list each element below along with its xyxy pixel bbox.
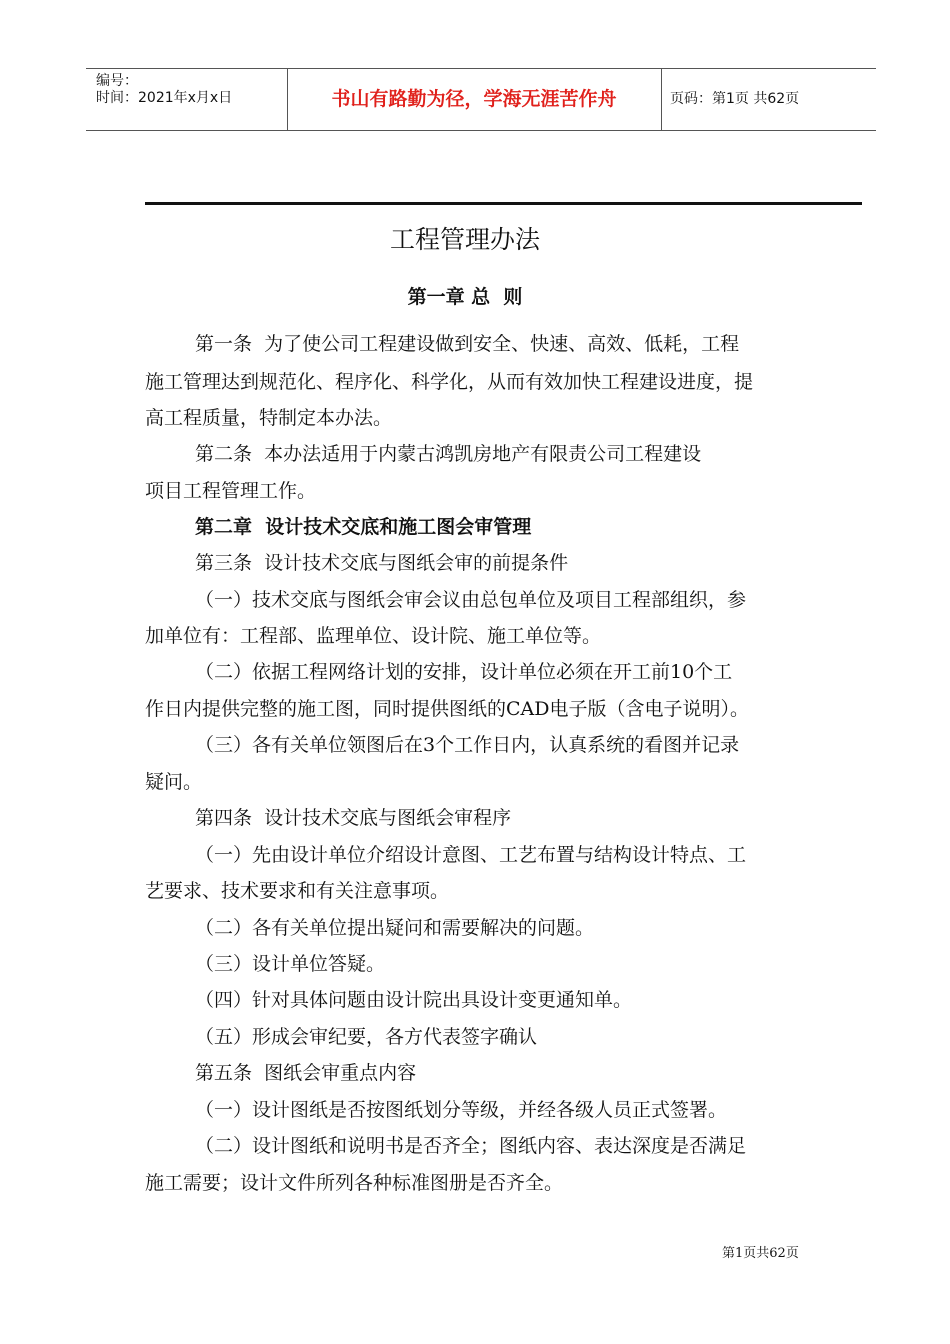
article-5-title: 第五条 图纸会审重点内容 xyxy=(195,1062,417,1084)
document-number-label: 编号： xyxy=(96,73,138,89)
article-4-item-line: （一）先由设计单位介绍设计意图、工艺布置与结构设计特点、工 xyxy=(195,844,747,866)
article-4-item-line: （三）设计单位答疑。 xyxy=(195,953,386,975)
article-1-line: 施工管理达到规范化、程序化、科学化，从而有效加快工程建设进度，提 xyxy=(145,371,754,393)
article-1-line: 第一条 为了使公司工程建设做到安全、快速、高效、低耗，工程 xyxy=(195,333,740,355)
article-4-item-line: 艺要求、技术要求和有关注意事项。 xyxy=(145,880,450,902)
title-rule xyxy=(145,202,862,205)
header-motto: 书山有路勤为径，学海无涯苦作舟 xyxy=(331,88,617,110)
header-divider xyxy=(661,69,662,130)
article-3-title: 第三条 设计技术交底与图纸会审的前提条件 xyxy=(195,552,569,574)
article-5-item-line: （二）设计图纸和说明书是否齐全；图纸内容、表达深度是否满足 xyxy=(195,1135,747,1157)
article-3-item-line: （一）技术交底与图纸会审会议由总包单位及项目工程部组织，参 xyxy=(195,589,747,611)
document-title: 工程管理办法 xyxy=(389,225,540,254)
article-3-item-line: 作日内提供完整的施工图，同时提供图纸的CAD电子版（含电子说明）。 xyxy=(145,698,749,720)
chapter-2-heading: 第二章 设计技术交底和施工图会审管理 xyxy=(195,516,532,538)
article-1-line: 高工程质量，特制定本办法。 xyxy=(145,407,393,429)
article-4-title: 第四条 设计技术交底与图纸会审程序 xyxy=(195,807,512,829)
article-4-item-line: （四）针对具体问题由设计院出具设计变更通知单。 xyxy=(195,989,633,1011)
article-4-item-line: （五）形成会审纪要，各方代表签字确认 xyxy=(195,1026,538,1048)
article-5-item-line: 施工需要；设计文件所列各种标准图册是否齐全。 xyxy=(145,1172,564,1194)
article-3-item-line: （二）依据工程网络计划的安排，设计单位必须在开工前10个工 xyxy=(195,661,733,683)
header-meta xyxy=(96,73,232,107)
article-4-item-line: （二）各有关单位提出疑问和需要解决的问题。 xyxy=(195,917,595,939)
page-footer-number: 第1页共62页 xyxy=(722,1246,799,1261)
article-3-item-line: 加单位有：工程部、监理单位、设计院、施工单位等。 xyxy=(145,625,602,647)
article-2-line: 项目工程管理工作。 xyxy=(145,480,317,502)
page-header xyxy=(86,68,876,131)
article-3-item-line: 疑问。 xyxy=(145,771,203,793)
article-5-item-line: （一）设计图纸是否按图纸划分等级，并经各级人员正式签署。 xyxy=(195,1099,728,1121)
article-3-item-line: （三）各有关单位领图后在3个工作日内，认真系统的看图并记录 xyxy=(195,734,740,756)
article-2-line: 第二条 本办法适用于内蒙古鸿凯房地产有限责公司工程建设 xyxy=(195,443,702,465)
chapter-1-heading: 第一章 总 则 xyxy=(407,286,523,308)
document-date-label: 时间：2021年x月x日 xyxy=(96,90,233,106)
header-page-label: 页码：第1页 共62页 xyxy=(670,91,800,107)
